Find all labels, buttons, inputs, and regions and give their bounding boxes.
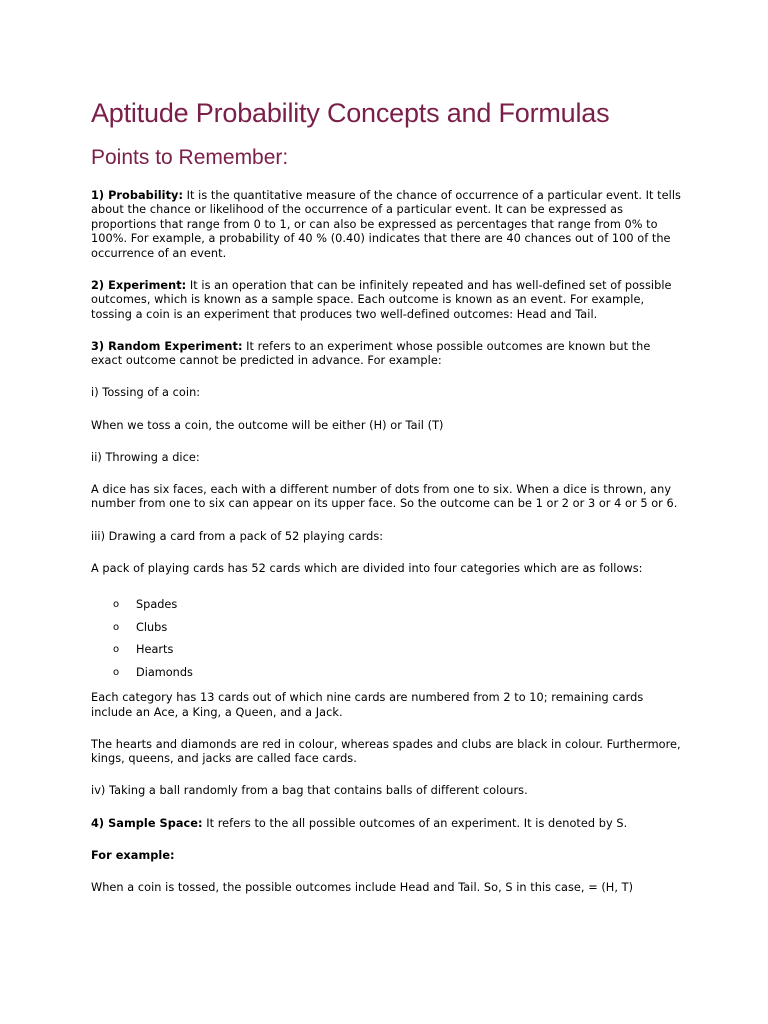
sample-space-label: 4) Sample Space: <box>91 816 203 830</box>
sample-space-paragraph <box>91 817 681 831</box>
random-experiment-label: 3) Random Experiment: <box>91 339 243 353</box>
page-title: Aptitude Probability Concepts and Formulas <box>91 98 610 128</box>
document-page <box>91 96 681 896</box>
probability-text: It is the quantitative measure of the chance of occurrence of a particular event. It tells about the chance or likelihood of the occurrence of a particular event. It can be expressed as proportions that range from 0 to 1, or can also be expressed as percentages that range from 0% to 100%. For example, a probability of 40 % (0.40) indicates that there are 40 chances out of 100 of the occurrence of an event. <box>91 189 681 260</box>
bullet-icon: o <box>113 598 120 610</box>
example-ball-heading: iv) Taking a ball randomly from a bag that contains balls of different colours. <box>91 784 528 798</box>
bullet-icon: o <box>113 621 120 633</box>
cards-colour-paragraph: The hearts and diamonds are red in colour, whereas spades and clubs are black in colour. Furthermore, kings, queens, and jacks are called face cards. <box>91 737 681 766</box>
example-dice-text: A dice has six faces, each with a different number of dots from one to six. When a dice is thrown, any number from one to six can appear on its upper face. So the outcome can be 1 or 2 or 3 or 4 or 5 or 6. <box>91 483 678 511</box>
random-experiment-text: It refers to an experiment whose possible outcomes are known but the exact outcome cannot be predicted in advance. For example: <box>91 339 651 368</box>
probability-paragraph <box>91 189 681 261</box>
bullet-icon: o <box>113 667 120 679</box>
cards-detail-paragraph: Each category has 13 cards out of which nine cards are numbered from 2 to 10; remaining cards include an Ace, a King, a Queen, and a Jack. <box>91 691 644 719</box>
list-item: o Diamonds <box>113 666 193 680</box>
example-coin-text: When we toss a coin, the outcome will be either (H) or Tail (T) <box>91 418 444 432</box>
experiment-text: It is an operation that can be infinitely repeated and has well-defined set of possible outcomes, which is known as a sample space. Each outcome is known as an event. For example, tossing a coin is an experiment that produces two well-defined outcomes: Head and Tail. <box>91 278 672 321</box>
list-item: o Hearts <box>113 643 174 657</box>
section-heading: Points to Remember: <box>91 146 289 169</box>
sample-space-example: When a coin is tossed, the possible outcomes include Head and Tail. So, S in this case, = (H, T) <box>91 881 634 895</box>
example-coin-heading: i) Tossing of a coin: <box>91 386 201 400</box>
probability-label: 1) Probability: <box>91 189 184 202</box>
list-item: o Spades <box>113 597 178 611</box>
bullet-icon: o <box>113 644 120 656</box>
for-example-label: For example: <box>91 848 175 862</box>
experiment-label: 2) Experiment: <box>91 278 187 292</box>
sample-space-text: It refers to the all possible outcomes of an experiment. It is denoted by S. <box>202 816 628 830</box>
random-experiment-paragraph <box>91 340 681 369</box>
card-categories-list <box>91 598 681 681</box>
example-cards-heading: iii) Drawing a card from a pack of 52 playing cards: <box>91 529 384 543</box>
experiment-paragraph <box>91 279 681 322</box>
example-dice-heading: ii) Throwing a dice: <box>91 450 200 464</box>
example-cards-text: A pack of playing cards has 52 cards which are divided into four categories which are as follows: <box>91 561 643 575</box>
list-item: o Clubs <box>113 620 168 634</box>
